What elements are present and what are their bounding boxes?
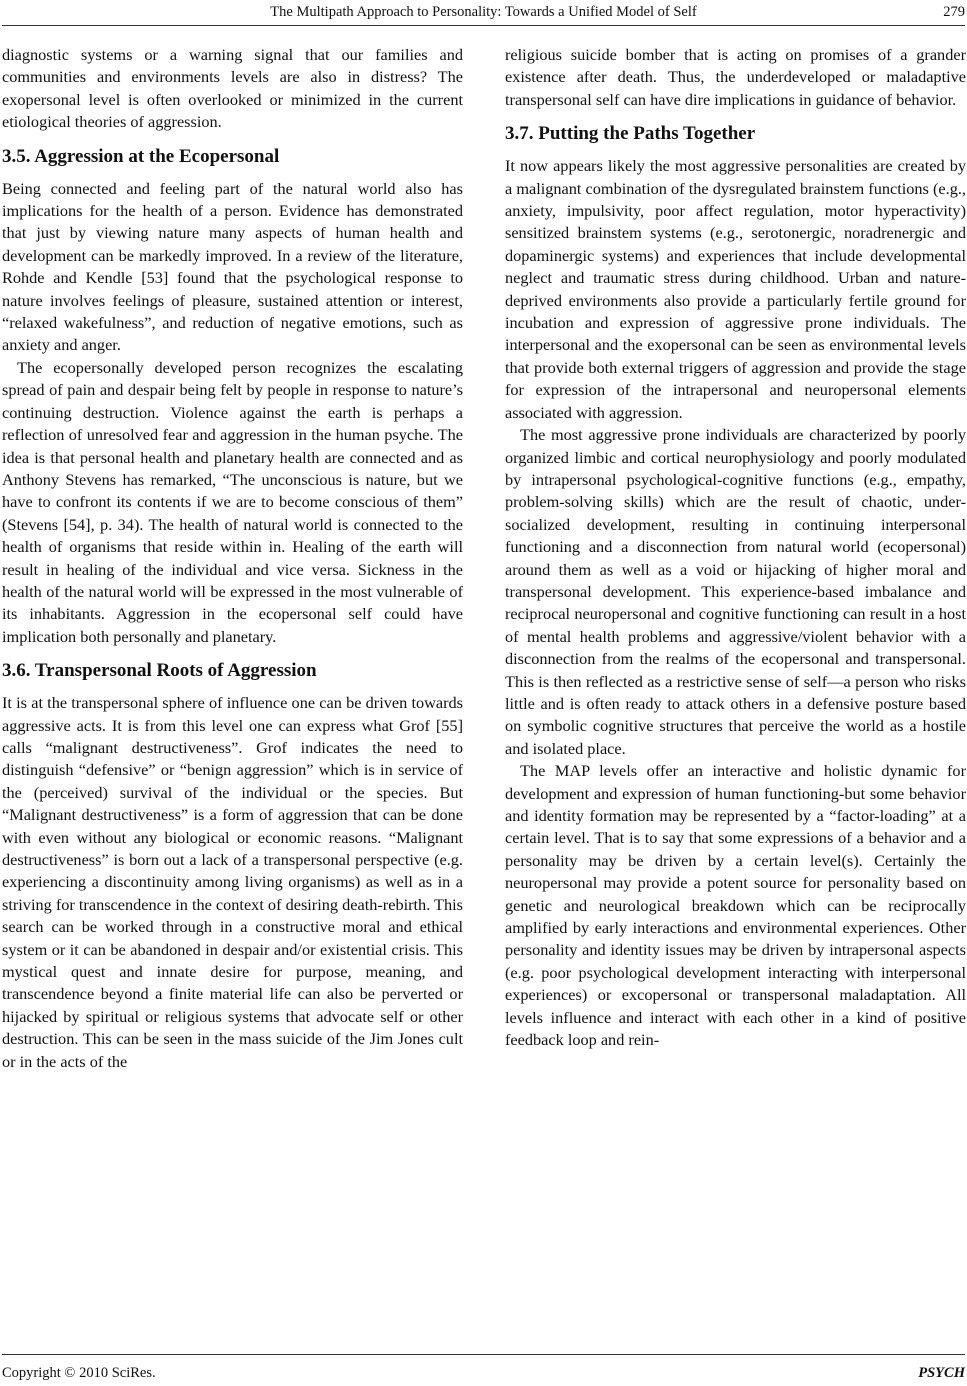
journal-name: PSYCH [918, 1365, 965, 1381]
copyright-notice: Copyright © 2010 SciRes. [2, 1365, 156, 1381]
paragraph: Being connected and feeling part of the natural world also has implications for the health of a person. Evidence has demonstrated that just by viewing nature many aspects of human health and development can be markedly improved. In a review of the literature, Rohde and Kendle [53] found that the psychological response to nature involves feelings of pleasure, sustained attention or interest, “relaxed wakefulness”, and reduction of negative emotions, such as anxiety and anger. [2, 178, 463, 355]
header-rule [2, 25, 965, 26]
paragraph: The most aggressive prone individuals are characterized by poorly organized limbic and cortical neurophysiology and poorly modulated by intrapersonal psychological-cognitive functions (e.g., empathy, problem-solving skills) which are the result of chaotic, under-socialized development, resulting in continuing interpersonal functioning and a disconnection from natural world (ecopersonal) around them as well as a void or hijacking of higher moral and transpersonal development. This experience-based imbalance and reciprocal neuropersonal and cognitive functioning can result in a host of mental health problems and aggressive/violent behavior with a disconnection from the realms of the ecopersonal and transpersonal. This is then reflected as a restrictive sense of self—a person who risks little and is often ready to attack others in a defensive posture based on symbolic cognitive structures that perceive the world as a hostile and isolated place. [505, 425, 966, 758]
section-heading-3-7: 3.7. Putting the Paths Together [505, 123, 756, 145]
running-title: The Multipath Approach to Personality: Towards a Unified Model of Self [270, 4, 697, 20]
paragraph: It is at the transpersonal sphere of influence one can be driven towards aggressive acts. It is from this level one can express what Grof [55] calls “malignant destructiveness”. Grof indicates the need to distinguish “defensive” or “benign aggression” which is in service of the (perceived) survival of the individual or the species. But “Malignant destructiveness” is a form of aggression that can be done with even without any biological or economic reasons. “Malignant destructiveness” is born out a lack of a transpersonal perspective (e.g. experiencing a discontinuity among living organisms) as well as in a striving for transcendence in the context of desiring death-rebirth. This search can be worked through in a constructive moral and ethical system or it can be abandoned in despair and/or existential crisis. This mystical quest and innate desire for purpose, meaning, and transcendence beyond a finite material life can also be perverted or hijacked by spiritual or religious systems that advocate self or other destruction. This can be seen in the mass suicide of the Jim Jones cult or in the acts of the [2, 693, 463, 1071]
page-footer [0, 1350, 967, 1386]
page-header [0, 0, 967, 26]
section-heading-3-6: 3.6. Transpersonal Roots of Aggression [2, 660, 317, 682]
left-column [2, 44, 463, 1073]
paragraph: The ecopersonally developed person recognizes the escalating spread of pain and despair being felt by people in response to nature’s continuing destruction. Violence against the earth is perhaps a reflection of unresolved fear and aggression in the human psyche. The idea is that personal health and planetary health are connected and as Anthony Stevens has remarked, “The unconscious is nature, but we have to confront its contents if we are to become conscious of them” (Stevens [54], p. 34). The health of natural world is connected to the health of organisms that reside within in. Healing of the earth will result in healing of the individual and vice versa. Sickness in the health of the natural world will be expressed in the most vulnerable of its inhabitants. Aggression in the ecopersonal self could have implication both personally and planetary. [2, 357, 463, 646]
page-number: 279 [943, 4, 965, 20]
right-column [505, 44, 966, 1051]
paragraph: It now appears likely the most aggressive personalities are created by a malignant combination of the dysregulated brainstem functions (e.g., anxiety, impulsivity, poor affect regulation, motor hyperactivity) sensitized brainstem systems (e.g., serotonergic, noradrenergic and dopaminergic systems) and experiences that include developmental neglect and traumatic stress during childhood. Urban and nature-deprived environments also provide a particularly fertile ground for incubation and expression of aggressive prone individuals. The interpersonal and the exopersonal can be seen as environmental levels that provide both external triggers of aggression and provide the stage for expression of the intrapersonal and neuropersonal elements associated with aggression. [505, 156, 966, 422]
footer-rule [2, 1354, 965, 1355]
paragraph: diagnostic systems or a warning signal that our families and communities and environments levels are also in distress? The exopersonal level is often overlooked or minimized in the current etiological theories of aggression. [2, 45, 463, 132]
section-heading-3-5: 3.5. Aggression at the Ecopersonal [2, 145, 280, 167]
paragraph: religious suicide bomber that is acting on promises of a grander existence after death. Thus, the underdeveloped or maladaptive transpersonal self can have dire implications in guidance of behavior. [505, 45, 966, 109]
paragraph: The MAP levels offer an interactive and holistic dynamic for development and expression of human functioning-but some behavior and identity formation may be represented by a “factor-loading” at a certain level. That is to say that some expressions of a behavior and a personality may be driven by a certain level(s). Certainly the neuropersonal may provide a potent source for personality based on genetic and neurological breakdown which can be reciprocally amplified by early interactions and environmental experiences. Other personality and identity issues may be driven by intrapersonal aspects (e.g. poor psychological development interacting with interpersonal experiences) or excopersonal or transpersonal maladaptation. All levels influence and interact with each other in a kind of positive feedback loop and rein- [505, 761, 966, 1050]
